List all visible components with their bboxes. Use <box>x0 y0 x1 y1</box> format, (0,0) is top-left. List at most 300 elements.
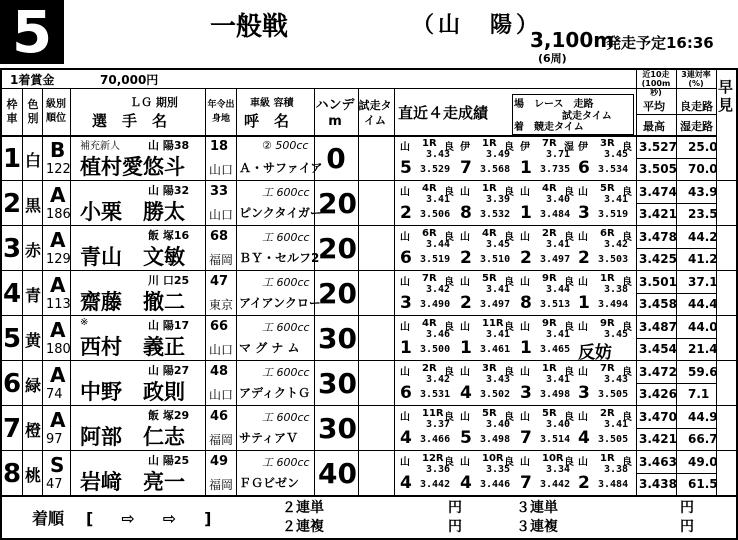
recent-track: 良 <box>564 412 574 423</box>
avg-time: 3.470 <box>639 410 677 424</box>
grid-hline-stats <box>636 203 716 204</box>
recent-time: 3.502 <box>480 389 511 400</box>
class-rank: A <box>50 273 66 297</box>
recent-venue: 山 <box>460 277 470 288</box>
handicap: 20 <box>318 232 357 265</box>
avg-time: 3.472 <box>639 365 677 379</box>
rider-name: 小栗 勝太 <box>80 200 185 224</box>
bike-class: 工 600cc <box>262 411 310 424</box>
recent-track: 良 <box>564 232 574 243</box>
bike-nickname: ピンクタイガー <box>239 206 322 220</box>
wet-track-rate: 7.1 <box>688 387 710 401</box>
bike-nickname: アディクトＧ <box>239 386 311 400</box>
recent-time: 3.446 <box>480 479 511 490</box>
recent-venue: 伊 <box>520 142 530 153</box>
race-venue: （山 陽） <box>412 13 543 38</box>
recent-venue: 山 <box>400 277 410 288</box>
recent-race: 3R <box>482 363 497 374</box>
recent-track: 良 <box>504 277 514 288</box>
wet-track-rate: 21.4 <box>688 342 718 356</box>
best-time: 3.426 <box>639 387 677 401</box>
wet-track-rate: 61.5 <box>688 477 718 491</box>
bike-nickname: マ グ ナ ム <box>239 341 300 355</box>
recent-time: 3.519 <box>420 254 451 265</box>
class-number: 122 <box>46 162 71 177</box>
class-rank: S <box>50 453 65 477</box>
avg-time: 3.463 <box>639 455 677 469</box>
best-time: 3.458 <box>639 297 677 311</box>
recent-time: 3.465 <box>540 344 571 355</box>
team-period: 川 口25 <box>148 274 190 287</box>
recent-place: 4 <box>578 428 590 448</box>
recent-track: 良 <box>444 232 454 243</box>
rider-name: 阿部 仁志 <box>80 425 185 449</box>
recent-race: 5R <box>482 408 497 419</box>
recent-track: 良 <box>504 232 514 243</box>
yen-2renfuku: 円 <box>448 519 462 535</box>
recent-time: 3.513 <box>540 299 571 310</box>
recent-venue: 山 <box>400 232 410 243</box>
recent-time: 3.532 <box>480 209 511 220</box>
color-label: 青 <box>25 286 42 305</box>
handicap: 30 <box>318 367 357 400</box>
rider-age: 33 <box>210 184 229 199</box>
grid-vline <box>394 88 395 496</box>
recent-time: 3.505 <box>598 434 629 445</box>
recent-time: 3.498 <box>480 434 511 445</box>
start-time: 発走予定16:36 <box>606 34 714 52</box>
team-period: 飯 塚16 <box>148 229 190 242</box>
class-number: 180 <box>46 342 71 357</box>
lg-label: ※ <box>80 317 89 328</box>
rider-age: 47 <box>210 274 229 289</box>
team-period: 山 陽32 <box>148 184 190 197</box>
recent-race: 12R <box>422 453 444 464</box>
rider-name: 西村 義正 <box>80 335 185 359</box>
class-rank: A <box>50 318 66 342</box>
recent-race: 1R <box>482 138 497 149</box>
class-rank: A <box>50 363 66 387</box>
recent-race: 2R <box>542 228 557 239</box>
recent-race: 6R <box>422 228 437 239</box>
rider-home: 福岡 <box>209 253 234 267</box>
recent-place: 7 <box>520 428 532 448</box>
recent-place: 4 <box>460 473 472 493</box>
recent-track: 良 <box>504 457 514 468</box>
recent-trial: 3.36 <box>426 464 451 475</box>
rider-age: 48 <box>210 364 229 379</box>
legend-line1: 場 レース 走路 <box>514 99 594 110</box>
rider-home: 山口 <box>209 208 234 222</box>
recent-time: 3.461 <box>480 344 511 355</box>
recent-time: 3.494 <box>598 299 629 310</box>
recent-time: 3.506 <box>420 209 451 220</box>
recent-place: 2 <box>578 248 590 268</box>
color-label: 赤 <box>25 241 42 260</box>
recent-time: 3.466 <box>420 434 451 445</box>
grid-vline <box>236 88 237 496</box>
recent-track: 良 <box>564 367 574 378</box>
recent-track: 良 <box>564 457 574 468</box>
class-rank: B <box>50 138 66 162</box>
best-time: 3.438 <box>639 477 677 491</box>
recent-trial: 3.41 <box>604 194 629 205</box>
recent-race: 6R <box>600 228 615 239</box>
recent-trial: 3.39 <box>486 194 511 205</box>
best-time: 3.454 <box>639 342 677 356</box>
recent-trial: 3.42 <box>426 374 451 385</box>
recent-track: 良 <box>504 367 514 378</box>
handicap: 30 <box>318 412 357 445</box>
grid-hline-stats <box>636 338 716 339</box>
bike-class: 工 600cc <box>262 186 310 199</box>
recent-time: 3.529 <box>420 164 451 175</box>
wet-track-rate: 23.5 <box>688 207 718 221</box>
grid-hline-stats <box>636 248 716 249</box>
bike-class: 工 600cc <box>262 366 310 379</box>
best-time: 3.421 <box>639 207 677 221</box>
class-number: 74 <box>46 387 63 402</box>
recent-place: 2 <box>460 248 472 268</box>
class-rank: A <box>50 228 66 252</box>
frame-number: 1 <box>3 144 22 174</box>
recent-trial: 3.45 <box>604 329 629 340</box>
header-shiso: 試走タイム <box>358 99 392 127</box>
rider-name: 齋藤 撤二 <box>80 290 185 314</box>
recent-race: 10R <box>542 453 564 464</box>
recent-venue: 山 <box>460 457 470 468</box>
recent-place: 5 <box>400 158 412 178</box>
recent-place: 3 <box>400 293 412 313</box>
recent-trial: 3.43 <box>426 149 451 160</box>
recent-race: 4R <box>422 318 437 329</box>
recent-venue: 山 <box>460 367 470 378</box>
recent-venue: 山 <box>400 412 410 423</box>
rider-name: 岩﨑 亮一 <box>80 470 185 494</box>
class-number: 186 <box>46 207 71 222</box>
grid-vline <box>22 88 23 496</box>
grid-hline-stats <box>636 383 716 384</box>
class-rank: A <box>50 183 66 207</box>
recent-time: 3.497 <box>480 299 511 310</box>
grid-vline <box>314 88 315 496</box>
recent-track: 良 <box>444 367 454 378</box>
grid-hline-legend <box>512 134 634 135</box>
recent-race: 1R <box>482 183 497 194</box>
recent-venue: 山 <box>578 187 588 198</box>
color-label: 橙 <box>25 421 42 440</box>
grid-vline <box>205 88 206 496</box>
grid-hline-stats <box>636 428 716 429</box>
recent-trial: 3.49 <box>486 149 511 160</box>
recent-track: 良 <box>622 277 632 288</box>
yen-2rentan: 円 <box>448 500 462 516</box>
grid-vline-legend <box>633 94 634 134</box>
prize-amount: 70,000円 <box>100 73 159 87</box>
rider-home: 東京 <box>209 298 234 312</box>
recent-venue: 山 <box>578 322 588 333</box>
grid-hline-stats <box>636 293 716 294</box>
recent-track: 良 <box>444 277 454 288</box>
recent-time: 3.568 <box>480 164 511 175</box>
recent-place: 4 <box>400 428 412 448</box>
color-label: 白 <box>25 151 42 170</box>
header-yobi: 呼 名 <box>244 112 290 130</box>
recent-trial: 3.38 <box>604 284 629 295</box>
bike-class: 工 600cc <box>262 456 310 469</box>
good-track-rate: 43.9 <box>688 185 718 199</box>
rider-age: 68 <box>210 229 229 244</box>
label-2rentan: ２連単 <box>282 500 324 516</box>
wet-track-rate: 70.0 <box>688 162 718 176</box>
race-number: 5 <box>0 0 64 64</box>
recent-trial: 3.43 <box>604 374 629 385</box>
recent-place: 8 <box>520 293 532 313</box>
prize-label: 1着賞金 <box>10 73 55 87</box>
recent-track: 良 <box>622 232 632 243</box>
recent-race: 9R <box>542 318 557 329</box>
recent-track: 良 <box>444 187 454 198</box>
class-rank: A <box>50 408 66 432</box>
recent-track: 良 <box>564 277 574 288</box>
recent-trial: 3.41 <box>486 329 511 340</box>
best-time: 3.425 <box>639 252 677 266</box>
legend-line3: 着 競走タイム <box>514 122 584 133</box>
handicap: 20 <box>318 277 357 310</box>
recent-place: 2 <box>400 203 412 223</box>
recent-trial: 3.44 <box>546 284 571 295</box>
header-senshu: 選 手 名 <box>92 112 168 130</box>
recent-venue: 伊 <box>460 142 470 153</box>
recent-track: 良 <box>444 322 454 333</box>
recent-trial: 3.42 <box>426 284 451 295</box>
rider-name: 植村愛悠斗 <box>80 155 185 179</box>
recent-place: 4 <box>460 383 472 403</box>
avg-time: 3.478 <box>639 230 677 244</box>
recent-track: 良 <box>504 142 514 153</box>
recent-time: 3.500 <box>420 344 451 355</box>
grid-hline-stats-header <box>636 114 716 115</box>
recent-trial: 3.45 <box>486 239 511 250</box>
recent-trial: 3.71 <box>546 149 571 160</box>
header-recent: 直近４走成績 <box>398 104 489 122</box>
recent-place: 1 <box>520 203 532 223</box>
recent-race: 1R <box>600 273 615 284</box>
handicap: 40 <box>318 457 357 490</box>
recent-track: 湿 <box>564 142 574 153</box>
frame-number: 8 <box>3 459 22 489</box>
recent-time: 3.498 <box>540 389 571 400</box>
recent-track: 良 <box>622 457 632 468</box>
yen-3rentan: 円 <box>680 500 694 516</box>
side-label: 早見 <box>718 78 734 114</box>
recent-place: 1 <box>520 158 532 178</box>
color-label: 黄 <box>25 331 42 350</box>
recent-track: 良 <box>622 412 632 423</box>
recent-trial: 3.43 <box>486 374 511 385</box>
recent-track: 良 <box>622 367 632 378</box>
recent-time: 3.442 <box>540 479 571 490</box>
avg-time: 3.501 <box>639 275 677 289</box>
label-2renfuku: ２連複 <box>282 519 324 535</box>
recent-track: 良 <box>564 187 574 198</box>
recent-place: 6 <box>578 158 590 178</box>
good-track-rate: 44.9 <box>688 410 718 424</box>
recent-place: 7 <box>520 473 532 493</box>
recent-track: 良 <box>504 322 514 333</box>
grid-vline <box>358 88 359 496</box>
handicap: 0 <box>326 142 346 175</box>
recent-place: 1 <box>578 293 590 313</box>
recent-place: 2 <box>578 473 590 493</box>
recent-race: 5R <box>482 273 497 284</box>
recent-race: 2R <box>600 408 615 419</box>
recent-venue: 山 <box>400 142 410 153</box>
recent-race: 1R <box>422 138 437 149</box>
good-track-rate: 25.0 <box>688 140 718 154</box>
class-number: 47 <box>46 477 63 492</box>
recent-venue: 山 <box>400 187 410 198</box>
recent-venue: 山 <box>578 232 588 243</box>
frame-number: 3 <box>3 234 22 264</box>
recent-place: 1 <box>460 338 472 358</box>
team-period: 山 陽27 <box>148 364 190 377</box>
recent-place: 8 <box>460 203 472 223</box>
grid-vline <box>636 88 637 496</box>
recent-race: 11R <box>482 318 504 329</box>
recent-venue: 山 <box>578 412 588 423</box>
recent-trial: 3.40 <box>546 194 571 205</box>
class-number: 129 <box>46 252 71 267</box>
header-k3: 3連対率(%) <box>681 70 711 88</box>
recent-track: 良 <box>622 142 632 153</box>
recent-venue: 山 <box>400 367 410 378</box>
rider-age: 18 <box>210 139 229 154</box>
race-laps: (6周) <box>538 52 567 65</box>
recent-trial: 3.44 <box>426 239 451 250</box>
rider-name: 中野 政則 <box>80 380 185 404</box>
recent-trial: 3.46 <box>426 329 451 340</box>
recent-track: 良 <box>564 322 574 333</box>
rider-home: 福岡 <box>209 433 234 447</box>
best-time: 3.421 <box>639 432 677 446</box>
rider-home: 福岡 <box>209 478 234 492</box>
grid-vline-side <box>716 68 717 136</box>
header-kyu: 級別順位 <box>46 99 66 124</box>
frame-number: 2 <box>3 189 22 219</box>
recent-venue: 山 <box>400 457 410 468</box>
recent-place: 2 <box>520 248 532 268</box>
header-shitsu: 湿走路 <box>680 120 713 133</box>
recent-track: 良 <box>504 412 514 423</box>
recent-venue: 山 <box>520 232 530 243</box>
grid-vline <box>42 88 43 496</box>
team-period: 山 陽25 <box>148 454 190 467</box>
race-title: 一般戦 <box>210 12 289 42</box>
recent-track: 良 <box>622 187 632 198</box>
grid-vline-legend <box>512 94 513 134</box>
grid-hline-stats <box>636 158 716 159</box>
rider-age: 49 <box>210 454 229 469</box>
recent-race: 7R <box>600 363 615 374</box>
recent-trial: 3.41 <box>546 329 571 340</box>
recent-time: 3.484 <box>540 209 571 220</box>
recent-race: 9R <box>600 318 615 329</box>
header-heikin: 平均 <box>643 100 665 113</box>
recent-venue: 山 <box>520 412 530 423</box>
team-period: 飯 塚29 <box>148 409 190 422</box>
legend-line2: 試走タイム <box>562 111 612 122</box>
grid-vline <box>70 88 71 496</box>
good-track-rate: 44.0 <box>688 320 718 334</box>
recent-race: 4R <box>542 183 557 194</box>
label-3renfuku: ３連複 <box>516 519 558 535</box>
recent-race: 5R <box>600 183 615 194</box>
recent-trial: 3.41 <box>604 419 629 430</box>
recent-trial: 3.45 <box>604 149 629 160</box>
recent-venue: 山 <box>460 322 470 333</box>
header-ryo: 良走路 <box>680 100 713 113</box>
rider-home: 山口 <box>209 343 234 357</box>
recent-place: 6 <box>400 383 412 403</box>
grid-hline-stats <box>636 473 716 474</box>
recent-track: 良 <box>504 187 514 198</box>
recent-time: 3.484 <box>598 479 629 490</box>
rider-age: 46 <box>210 409 229 424</box>
recent-place: 3 <box>578 203 590 223</box>
rider-home: 山口 <box>209 388 234 402</box>
recent-venue: 山 <box>460 412 470 423</box>
recent-time: 3.490 <box>420 299 451 310</box>
recent-venue: 山 <box>400 322 410 333</box>
handicap: 20 <box>318 187 357 220</box>
frame-number: 7 <box>3 414 22 444</box>
color-label: 黒 <box>25 196 42 215</box>
order-format: [ ⇨ ⇨ ] <box>86 509 218 528</box>
recent-venue: 山 <box>578 367 588 378</box>
recent-place: 7 <box>460 158 472 178</box>
recent-place: 3 <box>520 383 532 403</box>
color-label: 桃 <box>25 466 42 485</box>
recent-time: 3.519 <box>598 209 629 220</box>
recent-trial: 3.37 <box>426 419 451 430</box>
recent-place: 1 <box>400 338 412 358</box>
good-track-rate: 37.1 <box>688 275 718 289</box>
header-iro: 色別 <box>27 98 39 125</box>
recent-race: 4R <box>482 228 497 239</box>
recent-time: 3.510 <box>480 254 511 265</box>
recent-place: 4 <box>400 473 412 493</box>
recent-venue: 山 <box>520 187 530 198</box>
yen-3renfuku: 円 <box>680 519 694 535</box>
recent-venue: 山 <box>520 322 530 333</box>
recent-place: 2 <box>460 293 472 313</box>
avg-time: 3.487 <box>639 320 677 334</box>
recent-race: 5R <box>542 408 557 419</box>
recent-track: 良 <box>444 457 454 468</box>
lg-label: 補充新人 <box>80 141 120 152</box>
recent-track: 良 <box>444 142 454 153</box>
header-yobi-top: 車級 容積 <box>250 98 294 109</box>
team-period: 山 陽38 <box>148 139 190 152</box>
good-track-rate: 59.6 <box>688 365 718 379</box>
frame-number: 5 <box>3 324 22 354</box>
rider-age: 66 <box>210 319 229 334</box>
recent-race: 10R <box>482 453 504 464</box>
class-number: 113 <box>46 297 71 312</box>
wet-track-rate: 41.2 <box>688 252 718 266</box>
recent-race: 9R <box>542 273 557 284</box>
